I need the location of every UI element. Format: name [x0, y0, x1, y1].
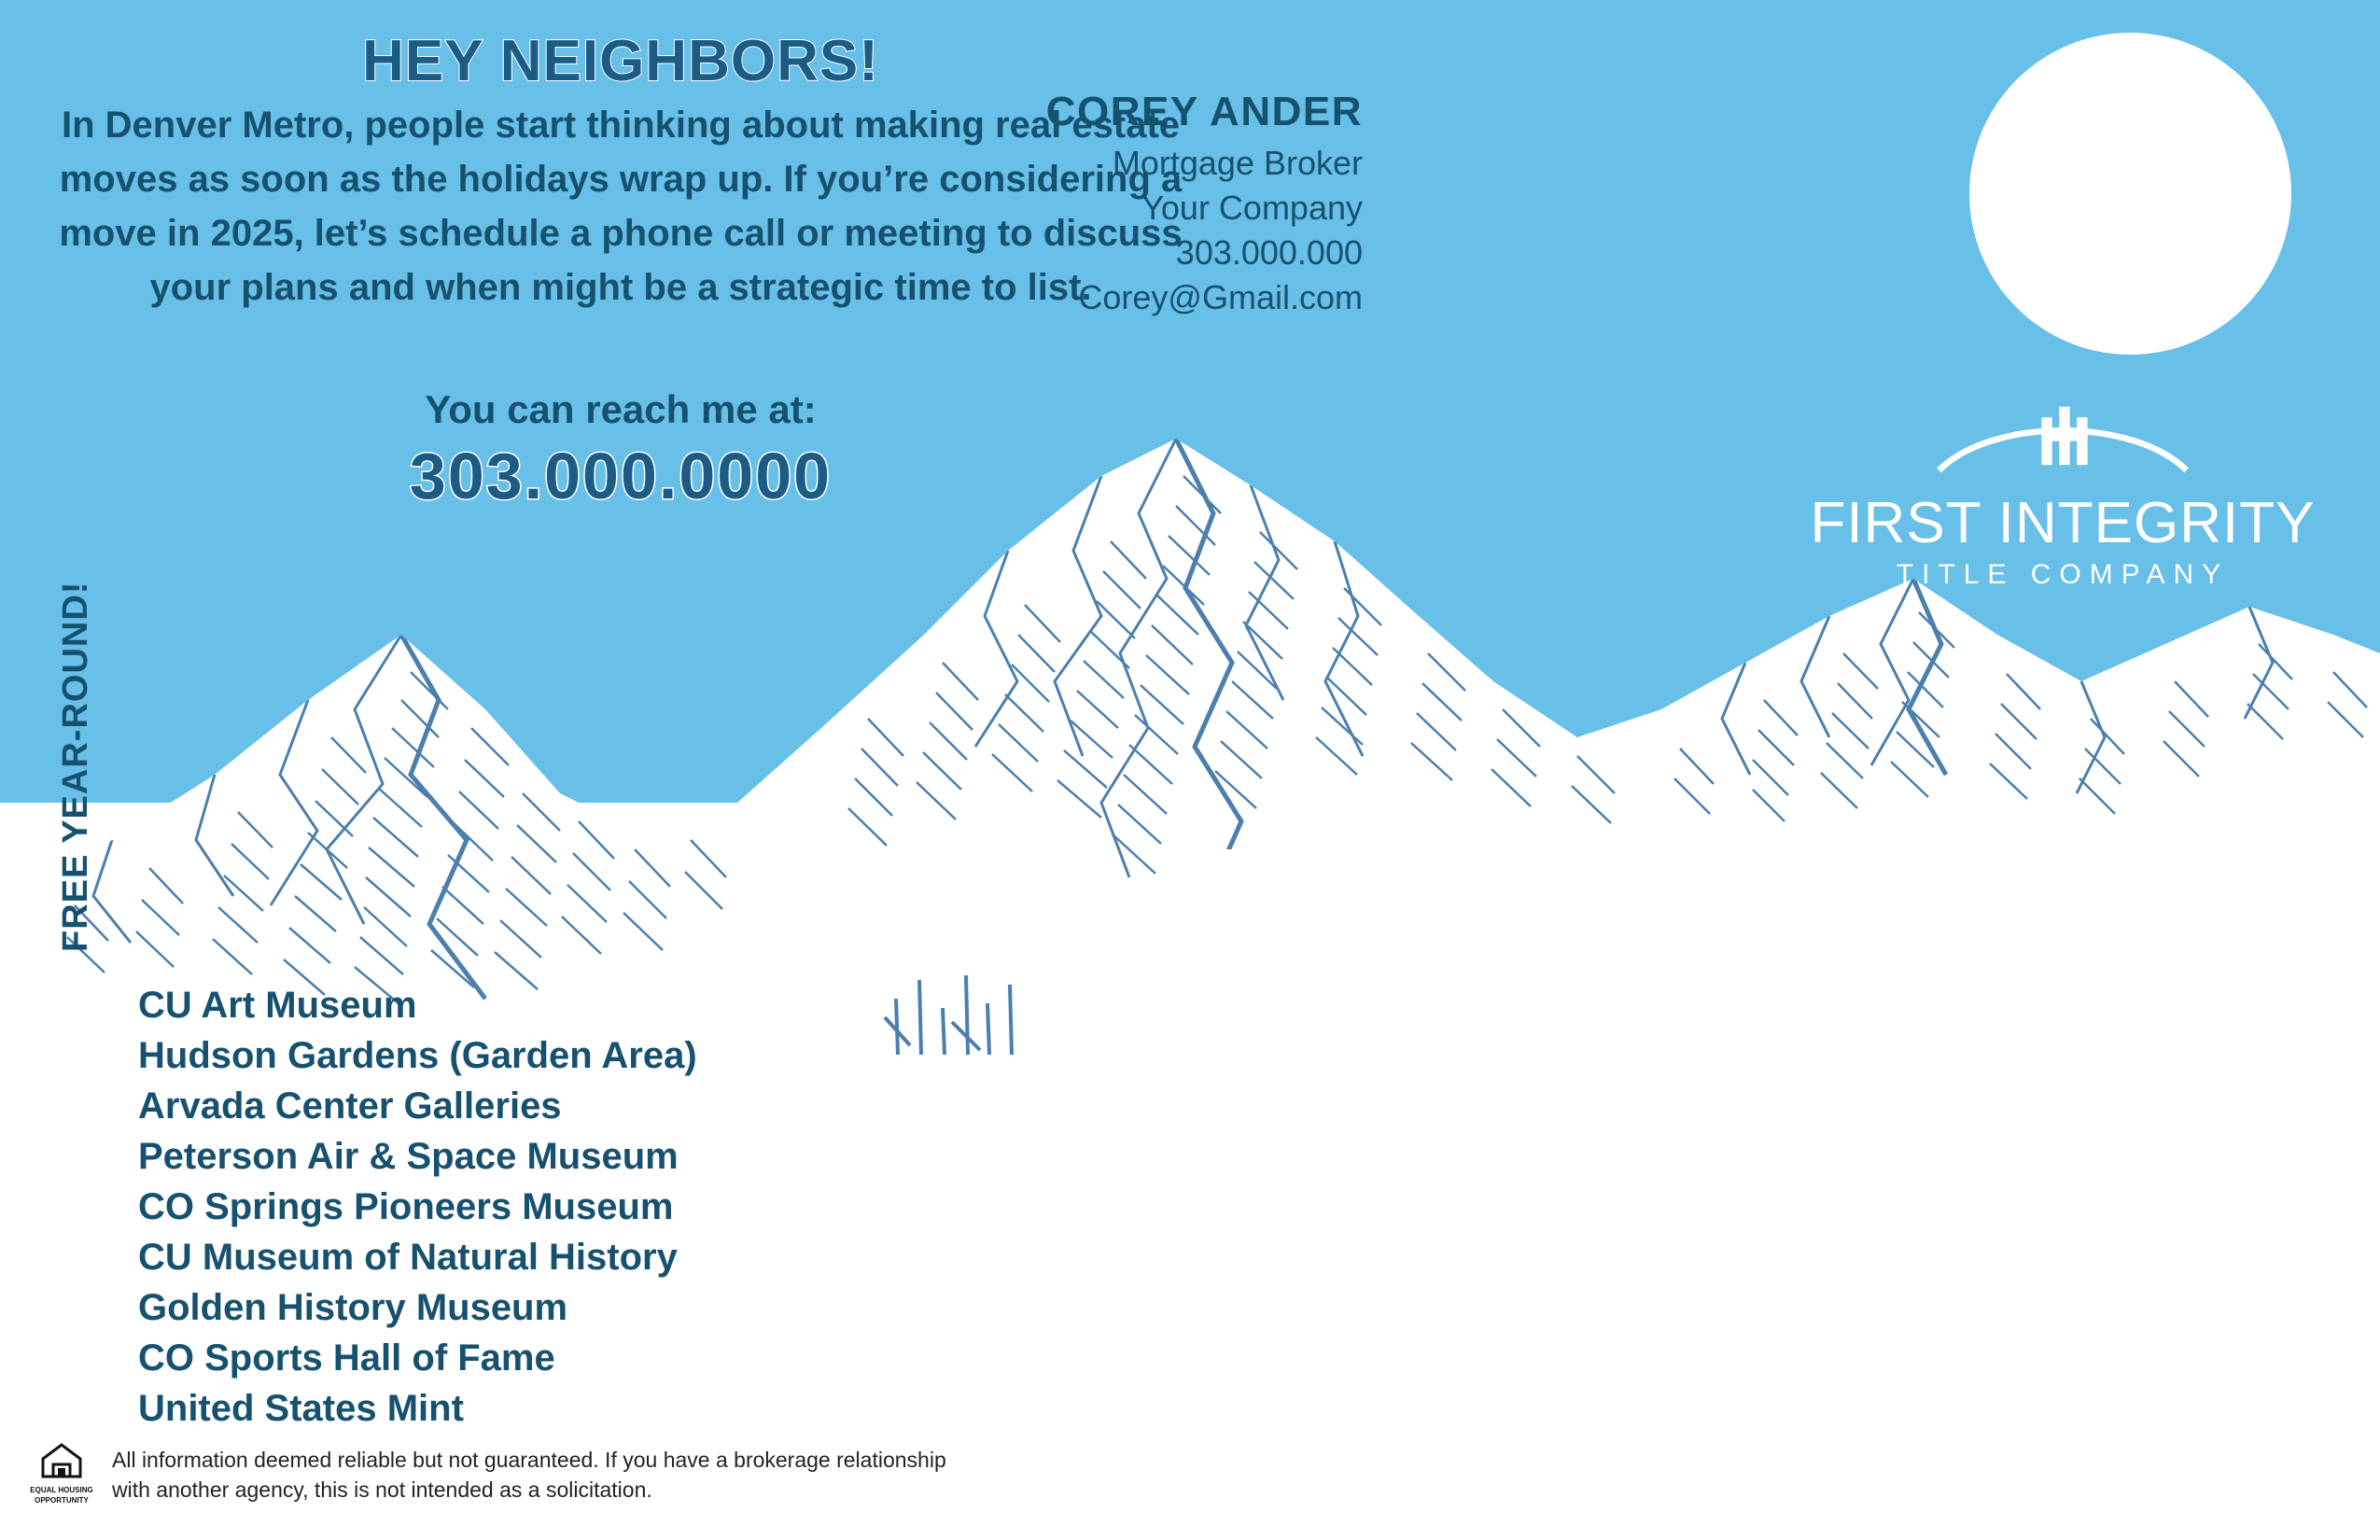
list-item: Arvada Center Galleries — [138, 1085, 562, 1127]
list-item: CO Sports Hall of Fame — [138, 1337, 555, 1379]
list-item: Peterson Air & Space Museum — [138, 1136, 679, 1177]
body-copy: In Denver Metro, people start thinking about making real estate moves as soon as the holidays wrap up. If you’re considering a move in 2025, let’s schedule a phone call or meeting to discuss your plans and when might be a strategic time to list. — [59, 105, 1183, 308]
equal-housing-line1: EQUAL HOUSING — [30, 1486, 93, 1494]
agent-title: Mortgage Broker — [1112, 144, 1363, 182]
agent-info — [971, 89, 1363, 320]
logo-company-subtitle: TITLE COMPANY — [1896, 559, 2230, 590]
agent-headshot — [1969, 33, 2291, 355]
headline: HEY NEIGHBORS! — [362, 29, 879, 93]
company-logo — [1801, 401, 2324, 591]
agent-email[interactable]: Corey@Gmail.com — [1078, 278, 1363, 316]
phone-number-large[interactable]: 303.000.0000 — [409, 440, 833, 512]
reach-label: You can reach me at: — [425, 387, 817, 431]
equal-housing-icon — [40, 1442, 83, 1479]
free-year-round-label: FREE YEAR-ROUND! — [56, 581, 95, 952]
agent-name: COREY ANDER — [1045, 89, 1363, 134]
disclaimer-text: All information deemed reliable but not guaranteed. If you have a brokerage relationship with another agency, this is not intended as a solicitation. — [112, 1448, 946, 1502]
list-item: CU Art Museum — [138, 985, 417, 1026]
logo-company-name: FIRST INTEGRITY — [1810, 491, 2316, 555]
equal-housing-line2: OPPORTUNITY — [35, 1496, 89, 1505]
agent-phone[interactable]: 303.000.000 — [1175, 233, 1363, 272]
logo-mark-icon — [1930, 401, 2195, 485]
list-item: Hudson Gardens (Garden Area) — [138, 1035, 697, 1076]
agent-company: Your Company — [1141, 189, 1363, 227]
equal-housing-logo — [23, 1442, 100, 1505]
list-item: CU Museum of Natural History — [138, 1237, 678, 1278]
list-item: Golden History Museum — [138, 1287, 568, 1328]
attraction-list — [138, 980, 978, 1434]
list-item: United States Mint — [138, 1388, 464, 1429]
list-item: CO Springs Pioneers Museum — [138, 1186, 674, 1227]
